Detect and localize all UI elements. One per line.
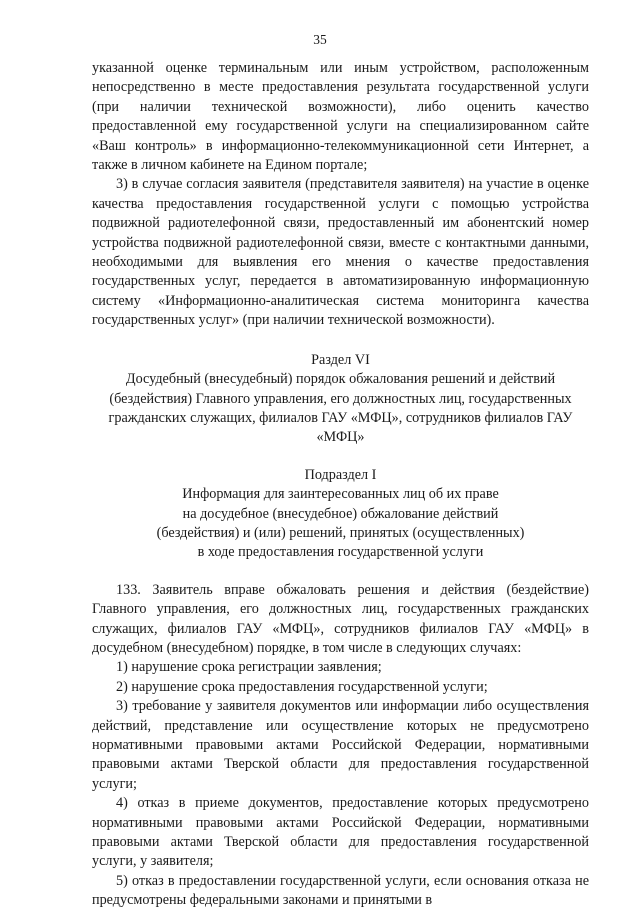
list-item-3: 3) требование у заявителя документов или информации либо осуществления действий, представление или осуществление которых не предусмотрено нормативными правовыми актами Российской Федерации, нормативными правовыми актами Тверской области для предоставления государственной услуги; (92, 698, 589, 792)
list-item-5: 5) отказ в предоставлении государственной услуги, если основания отказа не предусмотрены федеральными законами и принятыми в (92, 872, 589, 909)
section-heading (92, 351, 589, 448)
paragraph-continuation: указанной оценке терминальным или иным устройством, расположенным непосредственно в месте предоставления результата государственной услуги (при наличии технической возможности), либо оценить качество предоставленной ему государственной услуги на специализированном сайте «Ваш контроль» в информационно-телекоммуникационной сети Интернет, а также в личном кабинете на Едином портале; (92, 60, 589, 174)
section-title-line-3: гражданских служащих, филиалов ГАУ «МФЦ», сотрудников филиалов ГАУ (108, 409, 573, 426)
subsection-number: Подраздел I (304, 466, 377, 483)
paragraph-133: 133. Заявитель вправе обжаловать решения и действия (бездействие) Главного управления, его должностных лиц, государственных гражданских служащих, филиалов ГАУ «МФЦ», сотрудников филиалов ГАУ «МФЦ» в досудебном (внесудебном) порядке, в том числе в следующих случаях: (92, 581, 589, 656)
section-title-line-4: «МФЦ» (316, 429, 365, 446)
subsection-title-line-4: в ходе предоставления государственной услуги (197, 544, 484, 561)
list-item-1: 1) нарушение срока регистрации заявления; (116, 659, 382, 676)
paragraph-item-3: 3) в случае согласия заявителя (представителя заявителя) на участие в оценке качества предоставления государственной услуги с помощью устройства подвижной радиотелефонной связи, предоставленный им абонентский номер устройства подвижной радиотелефонной связи, вместе с контактными данными, необходимыми для выявления его мнения о качестве предоставления государственных услуг, передается в автоматизированную информационную систему «Информационно-аналитическая система мониторинга качества государственных услуг» (при наличии технической возможности). (92, 176, 589, 329)
subsection-title-line-1: Информация для заинтересованных лиц об их праве (182, 486, 499, 503)
list-item-2: 2) нарушение срока предоставления государственной услуги; (116, 678, 488, 695)
section-title-line-1: Досудебный (внесудебный) порядок обжалования решений и действий (125, 371, 556, 388)
page-number: 35 (313, 32, 327, 47)
subsection-title-line-3: (бездействия) и (или) решений, принятых (осуществленных) (156, 524, 525, 541)
section-title-line-2: (бездействия) Главного управления, его должностных лиц, государственных (109, 390, 572, 407)
section-number: Раздел VI (311, 351, 370, 368)
document-body (92, 59, 589, 911)
list-item-4: 4) отказ в приеме документов, предоставление которых предусмотрено нормативными правовыми актами Российской Федерации, нормативными правовыми актами Тверской области для предоставления государственной услуги, у заявителя; (92, 795, 589, 870)
subsection-heading (92, 466, 589, 563)
subsection-title-line-2: на досудебное (внесудебное) обжалование действий (182, 505, 499, 522)
